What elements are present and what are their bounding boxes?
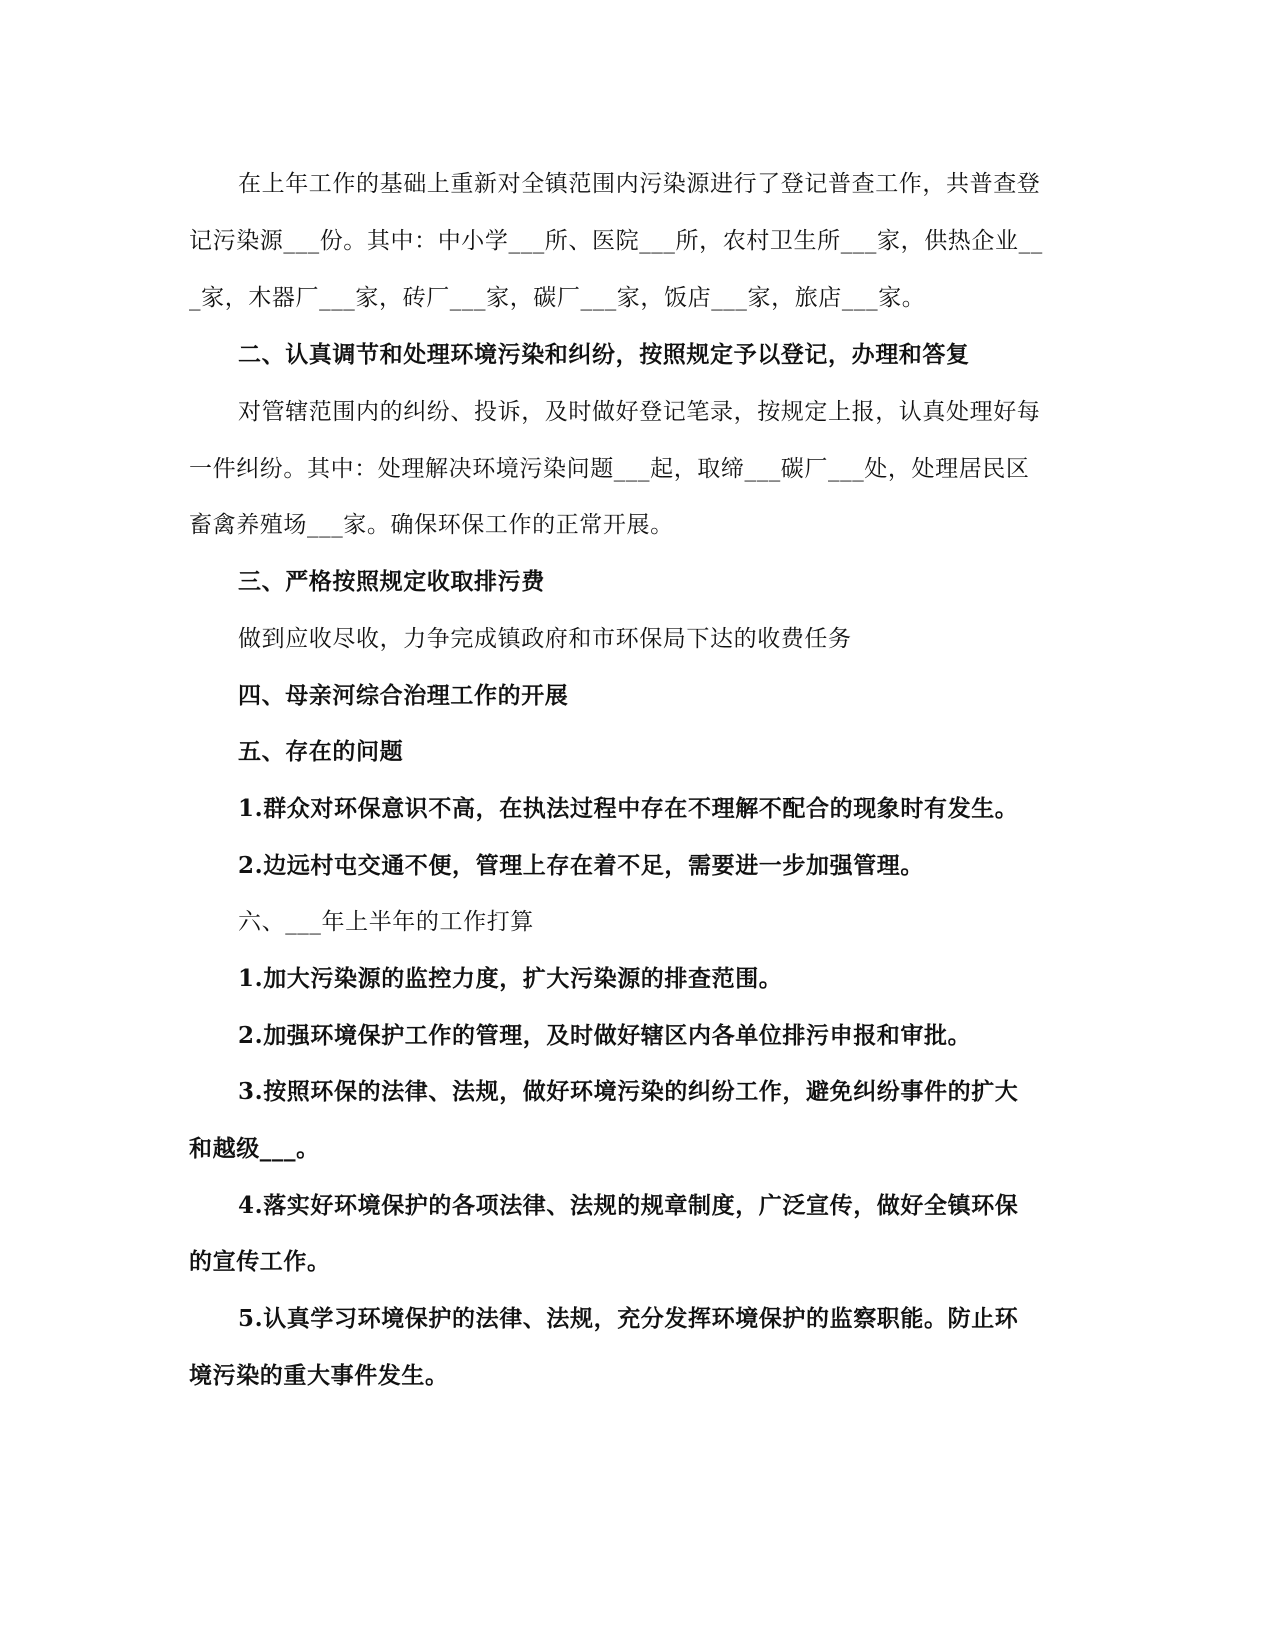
section-6-item-5-line-1: 5.认真学习环境保护的法律、法规，充分发挥环境保护的监察职能。防止环 bbox=[238, 1305, 1019, 1332]
intro-paragraph-line-3: _家，木器厂___家，砖厂___家，碳厂___家，饭店___家，旅店___家。 bbox=[189, 285, 926, 311]
section-3-heading: 三、严格按照规定收取排污费 bbox=[238, 568, 545, 595]
section-6-item-2: 2.加强环境保护工作的管理，及时做好辖区内各单位排污申报和审批。 bbox=[238, 1022, 972, 1049]
section-5-heading: 五、存在的问题 bbox=[238, 738, 404, 765]
section-2-paragraph-line-2: 一件纠纷。其中：处理解决环境污染问题___起，取缔___碳厂___处，处理居民区 bbox=[189, 456, 1030, 482]
section-6-heading: 六、___年上半年的工作打算 bbox=[238, 909, 534, 935]
intro-paragraph-line-1: 在上年工作的基础上重新对全镇范围内污染源进行了登记普查工作，共普查登 bbox=[238, 171, 1041, 197]
section-6-item-5-line-2: 境污染的重大事件发生。 bbox=[189, 1362, 449, 1389]
intro-paragraph-line-2: 记污染源___份。其中：中小学___所、医院___所，农村卫生所___家，供热企业__ bbox=[189, 228, 1043, 254]
section-4-heading: 四、母亲河综合治理工作的开展 bbox=[238, 682, 569, 709]
section-6-item-4-line-2: 的宣传工作。 bbox=[189, 1248, 331, 1275]
section-2-heading: 二、认真调节和处理环境污染和纠纷，按照规定予以登记，办理和答复 bbox=[238, 341, 970, 368]
section-2-paragraph-line-1: 对管辖范围内的纠纷、投诉，及时做好登记笔录，按规定上报，认真处理好每 bbox=[238, 399, 1041, 425]
section-3-paragraph: 做到应收尽收，力争完成镇政府和市环保局下达的收费任务 bbox=[238, 626, 852, 652]
section-2-paragraph-line-3: 畜禽养殖场___家。确保环保工作的正常开展。 bbox=[189, 512, 674, 538]
section-6-item-3-line-2: 和越级___。 bbox=[189, 1135, 320, 1162]
section-6-item-4-line-1: 4.落实好环境保护的各项法律、法规的规章制度，广泛宣传，做好全镇环保 bbox=[238, 1192, 1019, 1219]
section-6-item-1: 1.加大污染源的监控力度，扩大污染源的排查范围。 bbox=[238, 965, 783, 992]
section-6-item-3-line-1: 3.按照环保的法律、法规，做好环境污染的纠纷工作，避免纠纷事件的扩大 bbox=[238, 1078, 1019, 1105]
section-5-item-1: 1.群众对环保意识不高，在执法过程中存在不理解不配合的现象时有发生。 bbox=[238, 795, 1019, 822]
section-5-item-2: 2.边远村屯交通不便，管理上存在着不足，需要进一步加强管理。 bbox=[238, 852, 925, 879]
